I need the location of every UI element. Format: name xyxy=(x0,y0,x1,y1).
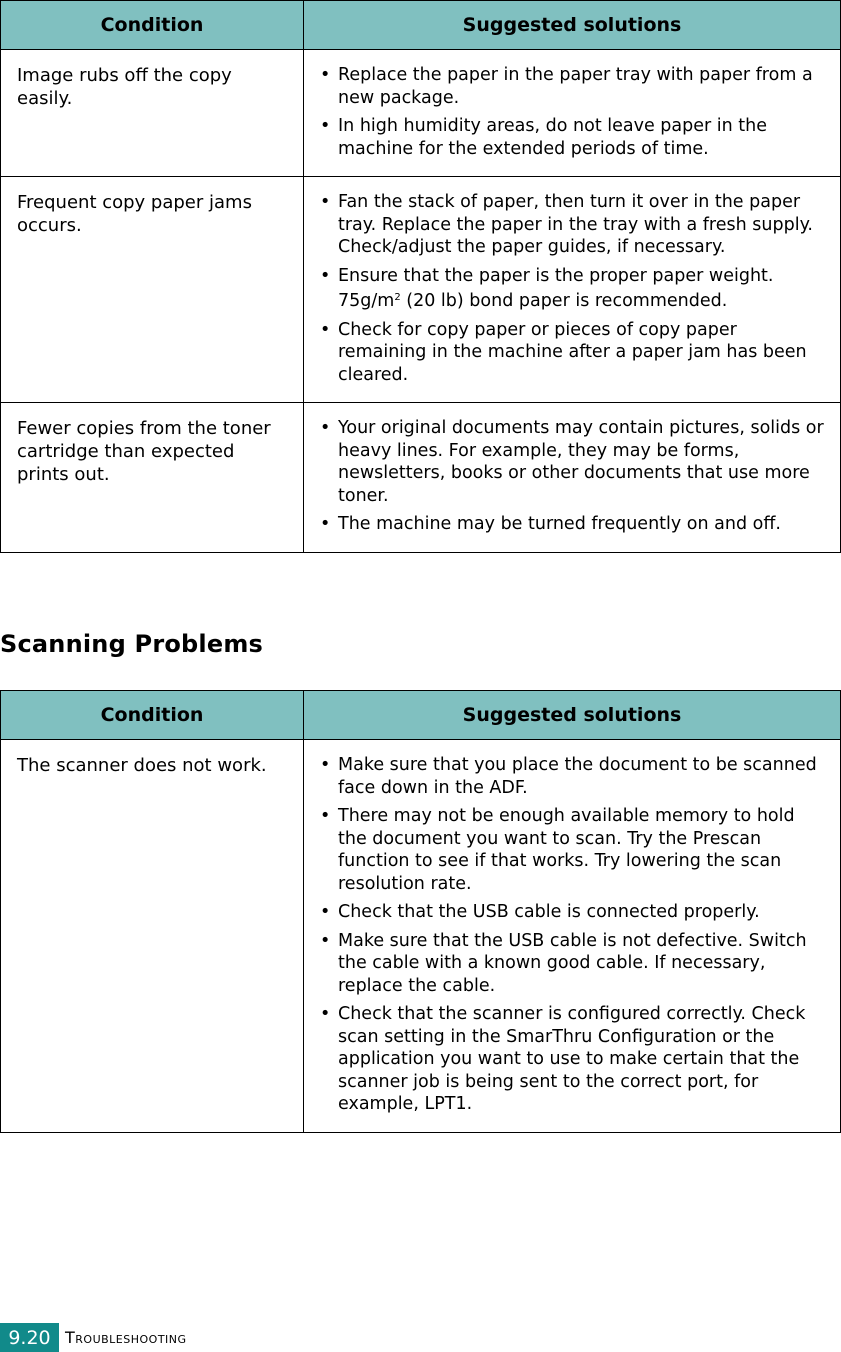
chapter-title: Troubleshooting xyxy=(65,1328,187,1347)
solution-item: • Fan the stack of paper, then turn it over in the paper tray. Replace the paper in the tray with a fresh supply. Check/adjust the paper guides, if necessary. xyxy=(320,191,828,259)
condition-header: Condition xyxy=(1,691,304,740)
solution-item: • The machine may be turned frequently on and off. xyxy=(320,513,828,536)
solution-item: • Your original documents may contain pictures, solids or heavy lines. For example, they may be forms, newsletters, books or other documents that use more toner. xyxy=(320,417,828,507)
table-header-row xyxy=(1,691,841,740)
scanning-problems-table xyxy=(0,690,841,1133)
condition-cell: Fewer copies from the toner cartridge than expected prints out. xyxy=(1,403,304,553)
page-number: 9.20 xyxy=(0,1323,59,1352)
solution-item: • There may not be enough available memory to hold the document you want to scan. Try the Prescan function to see if that works. Try lowering the scan resolution rate. xyxy=(320,805,828,895)
table-row xyxy=(1,403,841,553)
solution-list xyxy=(320,754,828,1116)
table-row xyxy=(1,740,841,1133)
solution-list xyxy=(320,64,828,160)
solution-item xyxy=(320,265,828,313)
solution-list xyxy=(320,191,828,386)
solutions-header: Suggested solutions xyxy=(304,691,841,740)
solution-item: • Check for copy paper or pieces of copy paper remaining in the machine after a paper jam has been cleared. xyxy=(320,319,828,387)
condition-header: Condition xyxy=(1,1,304,50)
solution-text: Ensure that the paper is the proper paper weight. xyxy=(338,265,774,286)
solution-item: • Make sure that the USB cable is not defective. Switch the cable with a known good cable. If necessary, replace the cable. xyxy=(320,930,828,998)
section-heading: Scanning Problems xyxy=(0,630,264,658)
solutions-cell xyxy=(304,403,841,553)
solution-item: • Replace the paper in the paper tray with paper from a new package. xyxy=(320,64,828,109)
page-footer xyxy=(0,1323,187,1352)
solution-item: • Check that the scanner is configured correctly. Check scan setting in the SmarThru Configuration or the application you want to use to make certain that the scanner job is being sent to the correct port, for example, LPT1. xyxy=(320,1003,828,1116)
superscript-2: 2 xyxy=(394,292,401,303)
condition-cell: The scanner does not work. xyxy=(1,740,304,1133)
table-header-row xyxy=(1,1,841,50)
paper-weight-value: 75g/m xyxy=(338,291,395,311)
solution-item: • In high humidity areas, do not leave paper in the machine for the extended periods of time. xyxy=(320,115,828,160)
table-row xyxy=(1,177,841,403)
table-row xyxy=(1,50,841,177)
solution-item: • Make sure that you place the document to be scanned face down in the ADF. xyxy=(320,754,828,799)
solution-list xyxy=(320,417,828,536)
solutions-header: Suggested solutions xyxy=(304,1,841,50)
solutions-cell xyxy=(304,50,841,177)
copy-problems-table xyxy=(0,0,841,553)
solutions-cell xyxy=(304,177,841,403)
condition-cell: Frequent copy paper jams occurs. xyxy=(1,177,304,403)
solution-item: • Check that the USB cable is connected properly. xyxy=(320,901,828,924)
condition-cell: Image rubs off the copy easily. xyxy=(1,50,304,177)
paper-weight-note: (20 lb) bond paper is recommended. xyxy=(400,291,728,311)
solutions-cell xyxy=(304,740,841,1133)
